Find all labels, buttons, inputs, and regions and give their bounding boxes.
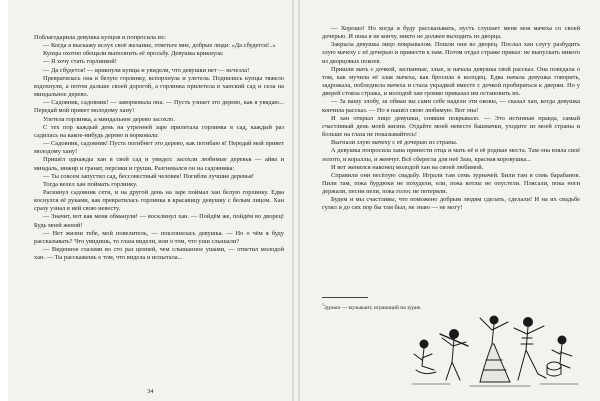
paragraph: — Ты совсем запустил сад, бессовестный человек! Погибли лучшие деревья! — [43, 172, 254, 180]
right-page — [300, 0, 600, 401]
paragraph: Раскинул садовник сети, и на другой день на заре поймал хан белую горлинку. Едва коснулся её руками, как превратилась горлинка в красавицу девушку с белым лицом. Хан сразу узнал в ней свою невесту. — [34, 188, 284, 213]
paragraph: Закрыла девушка лицо покрывалом. Пошли они во дворец. Послал хан слугу разбудить злую мачеху с её дочерью и привести к нам. Потом отдал страже приказ: не выпускать никого из дворцовых покоев. — [322, 41, 580, 65]
paragraph: — За вашу злобу, за обман вы сами себе надели эти оковы, — сказал хан, когда девушка кончила рассказ. — Но я нашёл свою любимую. Вот она! — [322, 98, 580, 114]
paragraph: Пришли мать с дочкой, заспанные, злые, и начала девушка свой рассказ. Она поведала о том, как мучила её злая мачеха, как бросила в колодец. Едва начала девушка говорить, задрожала, побледнела мачеха и стала украдкой вместе с дочкой пробираться к дверям. Но у дверей стояла стража, и молодой хан громко приказал им остановить их. — [322, 65, 580, 98]
right-text-column — [322, 25, 580, 213]
footnote-text: — музыкант, играющий на зурне. — [340, 304, 422, 311]
footnote-rule — [322, 297, 368, 298]
left-text-column — [34, 34, 284, 262]
paragraph: С тех пор каждый день на утренней заре прилетала горлинка в сад, каждый раз садилась на какое-нибудь дерево и ворковала: — [34, 123, 284, 139]
paragraph: Поблагодарила девушка купцов и попросила их: — [34, 34, 166, 41]
paragraph: — Когда я выскажу вслух своё желание, ответьте мне, добрые люди: «Да сбудется!..» — [43, 42, 276, 50]
paragraph: Превратилась она в белую горлинку, вспорхнула и улетела. Поднялись купцы тяжело вздохнули, а потом дальше своей дорогой, а горлинка прилетела в ханский сад и села на миндальное дерево. — [34, 74, 284, 99]
paragraph: Купцы охотно обещали выполнить её просьбу. Девушка крикнула: — [43, 50, 224, 58]
paragraph: — Значит, вот как меня обманули! — восклинул хан. — Пойдём же, пойдём во дворец! Будь моей женой! — [34, 213, 284, 229]
paragraph: — Садовник, садовник! — заворковала она. — Пусть узнает это дерево, как я увядаю... Передай мой привет молодому хану! — [34, 99, 284, 115]
paragraph: И хан открыл лицо девушки, снявши покрывало. — Это истинная правда, самый счастливый день моей жизни. Отдайте моей невесте башмачки, уходите из моей страны и больше на глаза не показывайтесь! — [322, 114, 580, 139]
left-page — [8, 0, 292, 401]
paragraph: — Садовник, садовник! Пусть погибнет это дерево, как погибаю я! Передай мой привет молодому хану! — [34, 140, 284, 156]
paragraph: — Нет жизни тебе, мой повелитель, — поклонилась девушка. — Но о чём я буду рассказывать? Что увидишь, то глаза видели, или о том, что уши слышали? — [34, 229, 284, 245]
paragraph: Тогда велел хан поймать горлинку. — [43, 180, 138, 188]
dancers-illustration — [410, 304, 580, 390]
paragraph: — Да сбудется! — крикнули купцы и увидели, что девушки нет — исчезла! — [43, 66, 250, 74]
paragraph: — Я хочу стать горлинкой! — [43, 58, 117, 66]
paragraph: — Виденное глазами во сто раз ценней, чем слышанное ушами, — ответил молодой хан. — Ты расскажешь о том, что видела и испытала... — [34, 246, 284, 262]
paragraph: А девушка попросила хана принести отца и мать её в её родные места. Там она взяла своё золото, и кораллы, и жемчуг. Всё сберегла для неё Заза, красная коровушка... — [322, 147, 580, 163]
book-spine — [292, 0, 300, 401]
paragraph: Пришёл однажды хан в свой сад и увидел: засохли любимые деревья — айва и миндаль, инжир и гранат, персики и груши. Разгневался он на садовника: — [34, 156, 284, 172]
paragraph: Будем и мы счастливы, что поможено добрым людям сделать, сделали! И на их свадьбе гулял и до сих пор бы там был, не знаю — не могу! — [322, 196, 580, 212]
paragraph: Улетела горлинка, а миндальное дерево засохло. — [43, 115, 175, 123]
paragraph: Выгнали злую мачеху с её дочерью из страны. — [331, 139, 458, 147]
page-number: 34 — [147, 388, 154, 395]
footnote-marker: 1 — [322, 302, 324, 307]
paragraph: Справили они весёлую свадьбу. Играли там семь зурначей. Били там в семь барабанов. Пили там, пока бурдюки не похудели, ели, пока котлы не опустели. Плясали, пока ноги держали, песни пели, пока голос не потеряли. — [322, 171, 580, 196]
paragraph: И вот женился наконец молодой хан на своей любимой. — [331, 163, 484, 171]
footnote-term: Зурнач — [324, 304, 341, 311]
paragraph: — Хорошо! Но когда я буду рассказывать, пусть слушает меня моя мачеха со своей дочерью. И пока я не кончу, никто не должен выходить из дворца. — [322, 25, 580, 41]
